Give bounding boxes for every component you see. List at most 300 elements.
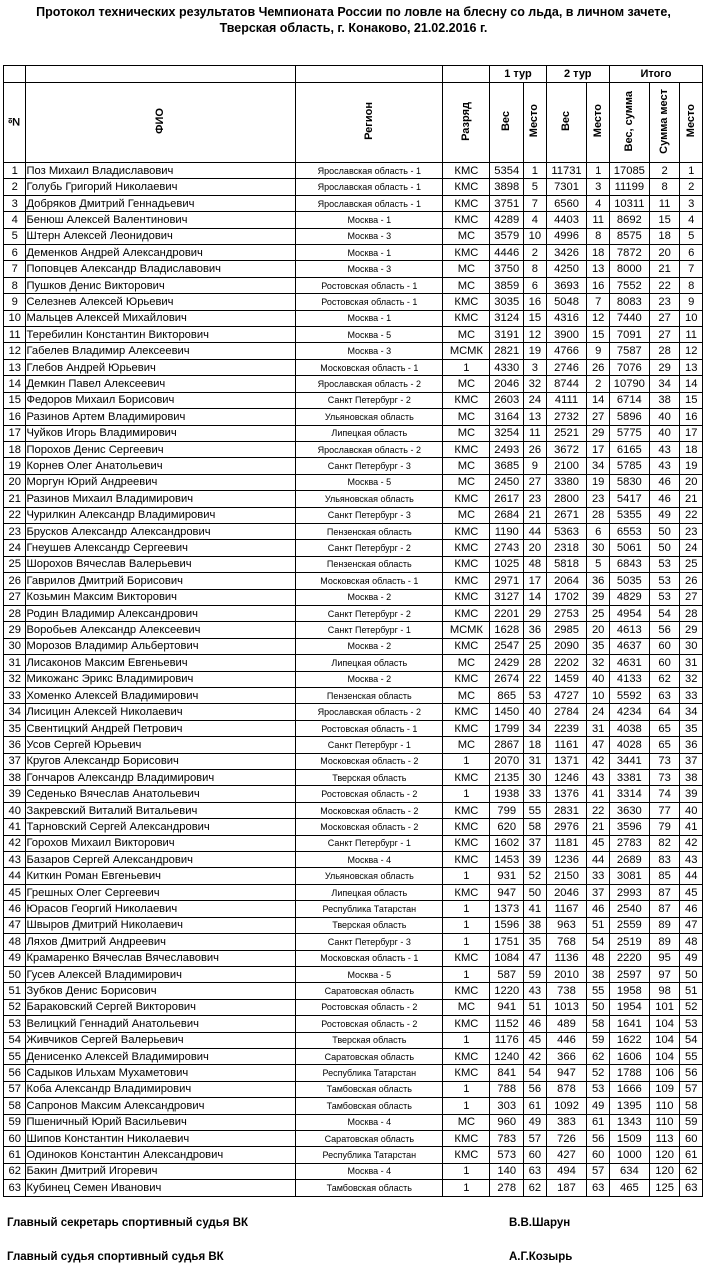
round1-weight: 2201 <box>490 605 524 621</box>
total-weight: 4028 <box>609 737 649 753</box>
total-weight: 4631 <box>609 655 649 671</box>
rank: 1 <box>443 917 490 933</box>
round2-place: 14 <box>587 392 609 408</box>
round1-weight: 1373 <box>490 901 524 917</box>
table-row <box>4 441 703 457</box>
round1-place: 23 <box>524 491 546 507</box>
region: Саратовская область <box>296 1048 443 1064</box>
table-row <box>4 327 703 343</box>
place-sum: 95 <box>649 950 680 966</box>
place-sum: 87 <box>649 901 680 917</box>
table-row <box>4 228 703 244</box>
rank: КМС <box>443 179 490 195</box>
place-sum: 82 <box>649 835 680 851</box>
table-row <box>4 737 703 753</box>
total-weight: 5775 <box>609 425 649 441</box>
round2-weight: 4316 <box>546 310 587 326</box>
round2-place: 36 <box>587 573 609 589</box>
participant-name: Юрасов Георгий Николаевич <box>26 901 296 917</box>
total-weight: 6553 <box>609 523 649 539</box>
region: Тверская область <box>296 917 443 933</box>
rank: МС <box>443 688 490 704</box>
row-number: 27 <box>4 589 26 605</box>
round2-weight: 1013 <box>546 999 587 1015</box>
round2-weight: 2239 <box>546 720 587 736</box>
total-weight: 5035 <box>609 573 649 589</box>
round1-place: 19 <box>524 343 546 359</box>
total-weight: 7587 <box>609 343 649 359</box>
table-row <box>4 704 703 720</box>
total-weight: 5896 <box>609 409 649 425</box>
place-sum: 104 <box>649 1016 680 1032</box>
rank: МС <box>443 999 490 1015</box>
row-number: 44 <box>4 868 26 884</box>
region: Пензенская область <box>296 688 443 704</box>
rank: МС <box>443 425 490 441</box>
round1-weight: 3898 <box>490 179 524 195</box>
participant-name: Крамаренко Вячеслав Вячеславович <box>26 950 296 966</box>
final-place: 24 <box>680 540 703 556</box>
total-weight: 1622 <box>609 1032 649 1048</box>
participant-name: Разинов Артем Владимирович <box>26 409 296 425</box>
round1-weight: 4330 <box>490 359 524 375</box>
table-row <box>4 523 703 539</box>
round2-place: 37 <box>587 884 609 900</box>
round2-place: 39 <box>587 589 609 605</box>
place-sum: 27 <box>649 327 680 343</box>
round2-place: 11 <box>587 212 609 228</box>
place-sum: 110 <box>649 1098 680 1114</box>
table-row <box>4 999 703 1015</box>
rank: 1 <box>443 1180 490 1196</box>
participant-name: Кругов Александр Борисович <box>26 753 296 769</box>
final-place: 50 <box>680 966 703 982</box>
round2-weight: 2064 <box>546 573 587 589</box>
round1-weight: 3579 <box>490 228 524 244</box>
participant-name: Воробьев Александр Алексеевич <box>26 622 296 638</box>
total-weight: 6714 <box>609 392 649 408</box>
final-place: 59 <box>680 1114 703 1130</box>
place-sum: 15 <box>649 212 680 228</box>
round2-weight: 187 <box>546 1180 587 1196</box>
round1-place: 18 <box>524 737 546 753</box>
total-weight: 3630 <box>609 802 649 818</box>
round2-place: 38 <box>587 966 609 982</box>
final-place: 16 <box>680 409 703 425</box>
total-weight: 4829 <box>609 589 649 605</box>
total-weight: 4133 <box>609 671 649 687</box>
final-place: 6 <box>680 245 703 261</box>
round1-weight: 2450 <box>490 474 524 490</box>
header-blank <box>296 66 443 83</box>
total-weight: 8575 <box>609 228 649 244</box>
round1-weight: 2743 <box>490 540 524 556</box>
round2-place: 32 <box>587 655 609 671</box>
rank: КМС <box>443 392 490 408</box>
participant-name: Горохов Михаил Викторович <box>26 835 296 851</box>
round2-place: 46 <box>587 901 609 917</box>
table-row <box>4 884 703 900</box>
final-place: 14 <box>680 376 703 392</box>
row-number: 33 <box>4 688 26 704</box>
round2-place: 58 <box>587 1016 609 1032</box>
round1-place: 25 <box>524 638 546 654</box>
round2-weight: 5818 <box>546 556 587 572</box>
place-sum: 21 <box>649 261 680 277</box>
round2-weight: 2150 <box>546 868 587 884</box>
final-place: 47 <box>680 917 703 933</box>
round1-place: 44 <box>524 523 546 539</box>
round2-weight: 366 <box>546 1048 587 1064</box>
total-weight: 17085 <box>609 163 649 179</box>
round1-place: 11 <box>524 425 546 441</box>
participant-name: Козьмин Максим Викторович <box>26 589 296 605</box>
total-weight: 3081 <box>609 868 649 884</box>
title-line-2: Тверская область, г. Конаково, 21.02.2016 г. <box>219 21 488 35</box>
place-sum: 98 <box>649 983 680 999</box>
row-number: 22 <box>4 507 26 523</box>
participant-name: Бакин Дмитрий Игоревич <box>26 1163 296 1179</box>
table-row <box>4 343 703 359</box>
total-weight: 10790 <box>609 376 649 392</box>
participant-name: Швыров Дмитрий Николаевич <box>26 917 296 933</box>
round1-place: 59 <box>524 966 546 982</box>
rank: 1 <box>443 901 490 917</box>
region: Липецкая область <box>296 884 443 900</box>
final-place: 61 <box>680 1147 703 1163</box>
row-number: 15 <box>4 392 26 408</box>
total-weight: 5592 <box>609 688 649 704</box>
round1-place: 14 <box>524 589 546 605</box>
place-sum: 53 <box>649 589 680 605</box>
round2-place: 8 <box>587 228 609 244</box>
participant-name: Одиноков Константин Александрович <box>26 1147 296 1163</box>
round2-weight: 3900 <box>546 327 587 343</box>
round1-weight: 3254 <box>490 425 524 441</box>
round2-place: 56 <box>587 1130 609 1146</box>
round2-weight: 3380 <box>546 474 587 490</box>
place-sum: 113 <box>649 1130 680 1146</box>
round1-weight: 3750 <box>490 261 524 277</box>
participant-name: Тарновский Сергей Александрович <box>26 819 296 835</box>
row-number: 31 <box>4 655 26 671</box>
row-number: 18 <box>4 441 26 457</box>
final-place: 32 <box>680 671 703 687</box>
region: Москва - 4 <box>296 852 443 868</box>
region: Саратовская область <box>296 1130 443 1146</box>
participant-name: Лисаконов Максим Евгеньевич <box>26 655 296 671</box>
region: Пензенская область <box>296 556 443 572</box>
round2-place: 3 <box>587 179 609 195</box>
row-number: 48 <box>4 934 26 950</box>
rank: МС <box>443 737 490 753</box>
region: Тамбовская область <box>296 1180 443 1196</box>
round2-weight: 963 <box>546 917 587 933</box>
round1-weight: 2821 <box>490 343 524 359</box>
round2-place: 12 <box>587 310 609 326</box>
round1-weight: 1220 <box>490 983 524 999</box>
round2-place: 62 <box>587 1048 609 1064</box>
round1-weight: 865 <box>490 688 524 704</box>
table-row <box>4 458 703 474</box>
participant-name: Микожанс Эрикс Владимирович <box>26 671 296 687</box>
round2-place: 18 <box>587 245 609 261</box>
participant-name: Деменков Андрей Александрович <box>26 245 296 261</box>
row-number: 21 <box>4 491 26 507</box>
round1-weight: 278 <box>490 1180 524 1196</box>
rank: КМС <box>443 605 490 621</box>
place-sum: 74 <box>649 786 680 802</box>
round1-weight: 1240 <box>490 1048 524 1064</box>
final-place: 10 <box>680 310 703 326</box>
total-weight: 1395 <box>609 1098 649 1114</box>
round2-weight: 2800 <box>546 491 587 507</box>
region: Москва - 3 <box>296 261 443 277</box>
total-weight: 2519 <box>609 934 649 950</box>
table-row <box>4 1130 703 1146</box>
round2-weight: 1181 <box>546 835 587 851</box>
place-sum: 73 <box>649 770 680 786</box>
final-place: 3 <box>680 195 703 211</box>
region: Ярославская область - 1 <box>296 195 443 211</box>
rank: 1 <box>443 1098 490 1114</box>
table-row <box>4 294 703 310</box>
round2-place: 40 <box>587 671 609 687</box>
total-weight: 1000 <box>609 1147 649 1163</box>
header-place-1: Место <box>524 83 546 163</box>
round2-place: 24 <box>587 704 609 720</box>
place-sum: 73 <box>649 753 680 769</box>
final-place: 58 <box>680 1098 703 1114</box>
region: Ростовская область - 2 <box>296 786 443 802</box>
round1-place: 34 <box>524 720 546 736</box>
row-number: 39 <box>4 786 26 802</box>
round2-weight: 3693 <box>546 277 587 293</box>
total-weight: 3596 <box>609 819 649 835</box>
round2-place: 19 <box>587 474 609 490</box>
final-place: 48 <box>680 934 703 950</box>
final-place: 9 <box>680 294 703 310</box>
rank: МС <box>443 376 490 392</box>
total-weight: 7552 <box>609 277 649 293</box>
round1-place: 49 <box>524 1114 546 1130</box>
round2-weight: 1161 <box>546 737 587 753</box>
round2-weight: 2100 <box>546 458 587 474</box>
region: Санкт Петербург - 2 <box>296 605 443 621</box>
total-weight: 1666 <box>609 1081 649 1097</box>
region: Пензенская область <box>296 523 443 539</box>
round1-place: 5 <box>524 179 546 195</box>
place-sum: 50 <box>649 523 680 539</box>
round1-weight: 1453 <box>490 852 524 868</box>
row-number: 37 <box>4 753 26 769</box>
final-place: 19 <box>680 458 703 474</box>
row-number: 32 <box>4 671 26 687</box>
round1-place: 1 <box>524 163 546 179</box>
round2-place: 9 <box>587 343 609 359</box>
final-place: 23 <box>680 523 703 539</box>
rank: КМС <box>443 163 490 179</box>
rank: КМС <box>443 1065 490 1081</box>
round2-place: 49 <box>587 1098 609 1114</box>
participant-name: Чурилкин Александр Владимирович <box>26 507 296 523</box>
row-number: 45 <box>4 884 26 900</box>
participant-name: Коба Александр Владимирович <box>26 1081 296 1097</box>
total-weight: 6165 <box>609 441 649 457</box>
round2-weight: 1236 <box>546 852 587 868</box>
header-total: Итого <box>609 66 702 83</box>
rank: КМС <box>443 819 490 835</box>
round1-place: 26 <box>524 441 546 457</box>
round1-place: 20 <box>524 540 546 556</box>
row-number: 36 <box>4 737 26 753</box>
round2-place: 29 <box>587 425 609 441</box>
round1-place: 39 <box>524 852 546 868</box>
table-row <box>4 1163 703 1179</box>
region: Москва - 1 <box>296 310 443 326</box>
total-weight: 2559 <box>609 917 649 933</box>
round2-place: 5 <box>587 556 609 572</box>
region: Московская область - 1 <box>296 950 443 966</box>
round1-place: 56 <box>524 1081 546 1097</box>
region: Ростовская область - 1 <box>296 294 443 310</box>
participant-name: Шорохов Вячеслав Валерьевич <box>26 556 296 572</box>
round2-place: 34 <box>587 458 609 474</box>
round1-place: 8 <box>524 261 546 277</box>
participant-name: Поповцев Александр Владиславович <box>26 261 296 277</box>
place-sum: 125 <box>649 1180 680 1196</box>
round1-place: 2 <box>524 245 546 261</box>
place-sum: 109 <box>649 1081 680 1097</box>
row-number: 49 <box>4 950 26 966</box>
round2-weight: 2010 <box>546 966 587 982</box>
round1-place: 51 <box>524 999 546 1015</box>
round1-place: 28 <box>524 655 546 671</box>
round2-place: 16 <box>587 277 609 293</box>
rank: КМС <box>443 573 490 589</box>
round1-weight: 3859 <box>490 277 524 293</box>
final-place: 11 <box>680 327 703 343</box>
participant-name: Гончаров Александр Владимирович <box>26 770 296 786</box>
round1-weight: 2603 <box>490 392 524 408</box>
round1-weight: 841 <box>490 1065 524 1081</box>
round1-place: 63 <box>524 1163 546 1179</box>
place-sum: 65 <box>649 737 680 753</box>
round1-place: 16 <box>524 294 546 310</box>
participant-name: Усов Сергей Юрьевич <box>26 737 296 753</box>
row-number: 12 <box>4 343 26 359</box>
region: Липецкая область <box>296 425 443 441</box>
round1-weight: 573 <box>490 1147 524 1163</box>
place-sum: 60 <box>649 655 680 671</box>
final-place: 26 <box>680 573 703 589</box>
row-number: 26 <box>4 573 26 589</box>
round1-weight: 5354 <box>490 163 524 179</box>
row-number: 17 <box>4 425 26 441</box>
participant-name: Закревский Виталий Витальевич <box>26 802 296 818</box>
rank: МС <box>443 474 490 490</box>
region: Липецкая область <box>296 655 443 671</box>
round2-weight: 4250 <box>546 261 587 277</box>
participant-name: Родин Владимир Александрович <box>26 605 296 621</box>
final-place: 57 <box>680 1081 703 1097</box>
participant-name: Хоменко Алексей Владимирович <box>26 688 296 704</box>
final-place: 12 <box>680 343 703 359</box>
secretary-label: Главный секретарь спортивный судья ВК <box>7 1217 249 1229</box>
row-number: 54 <box>4 1032 26 1048</box>
region: Москва - 1 <box>296 212 443 228</box>
row-number: 6 <box>4 245 26 261</box>
place-sum: 38 <box>649 392 680 408</box>
round1-weight: 1628 <box>490 622 524 638</box>
round1-weight: 1176 <box>490 1032 524 1048</box>
place-sum: 43 <box>649 441 680 457</box>
rank: КМС <box>443 556 490 572</box>
total-weight: 1606 <box>609 1048 649 1064</box>
round2-place: 63 <box>587 1180 609 1196</box>
round2-place: 61 <box>587 1114 609 1130</box>
rank: МС <box>443 458 490 474</box>
rank: КМС <box>443 770 490 786</box>
total-weight: 7440 <box>609 310 649 326</box>
round2-weight: 2521 <box>546 425 587 441</box>
round1-place: 33 <box>524 786 546 802</box>
document-title <box>0 4 707 36</box>
total-weight: 1343 <box>609 1114 649 1130</box>
round1-place: 32 <box>524 376 546 392</box>
total-weight: 3441 <box>609 753 649 769</box>
table-row <box>4 852 703 868</box>
round2-place: 33 <box>587 868 609 884</box>
round2-weight: 738 <box>546 983 587 999</box>
place-sum: 40 <box>649 425 680 441</box>
round1-place: 15 <box>524 310 546 326</box>
round2-place: 23 <box>587 491 609 507</box>
final-place: 55 <box>680 1048 703 1064</box>
rank: КМС <box>443 294 490 310</box>
region: Саратовская область <box>296 983 443 999</box>
row-number: 7 <box>4 261 26 277</box>
round1-place: 22 <box>524 671 546 687</box>
round2-place: 60 <box>587 1147 609 1163</box>
rank: 1 <box>443 934 490 950</box>
participant-name: Сапронов Максим Александрович <box>26 1098 296 1114</box>
round2-place: 53 <box>587 1081 609 1097</box>
participant-name: Поз Михаил Владиславович <box>26 163 296 179</box>
place-sum: 28 <box>649 343 680 359</box>
header-final-place: Место <box>680 83 703 163</box>
round2-place: 10 <box>587 688 609 704</box>
rank: КМС <box>443 884 490 900</box>
header-blank <box>443 66 490 83</box>
round2-place: 50 <box>587 999 609 1015</box>
round1-place: 50 <box>524 884 546 900</box>
round2-weight: 7301 <box>546 179 587 195</box>
table-row <box>4 966 703 982</box>
final-place: 31 <box>680 655 703 671</box>
round1-weight: 788 <box>490 1081 524 1097</box>
table-row <box>4 671 703 687</box>
participant-name: Базаров Сергей Александрович <box>26 852 296 868</box>
round2-weight: 726 <box>546 1130 587 1146</box>
round1-weight: 1025 <box>490 556 524 572</box>
place-sum: 50 <box>649 540 680 556</box>
table-row <box>4 556 703 572</box>
round2-weight: 1167 <box>546 901 587 917</box>
total-weight: 1958 <box>609 983 649 999</box>
participant-name: Велицкий Геннадий Анатольевич <box>26 1016 296 1032</box>
region: Ярославская область - 1 <box>296 179 443 195</box>
